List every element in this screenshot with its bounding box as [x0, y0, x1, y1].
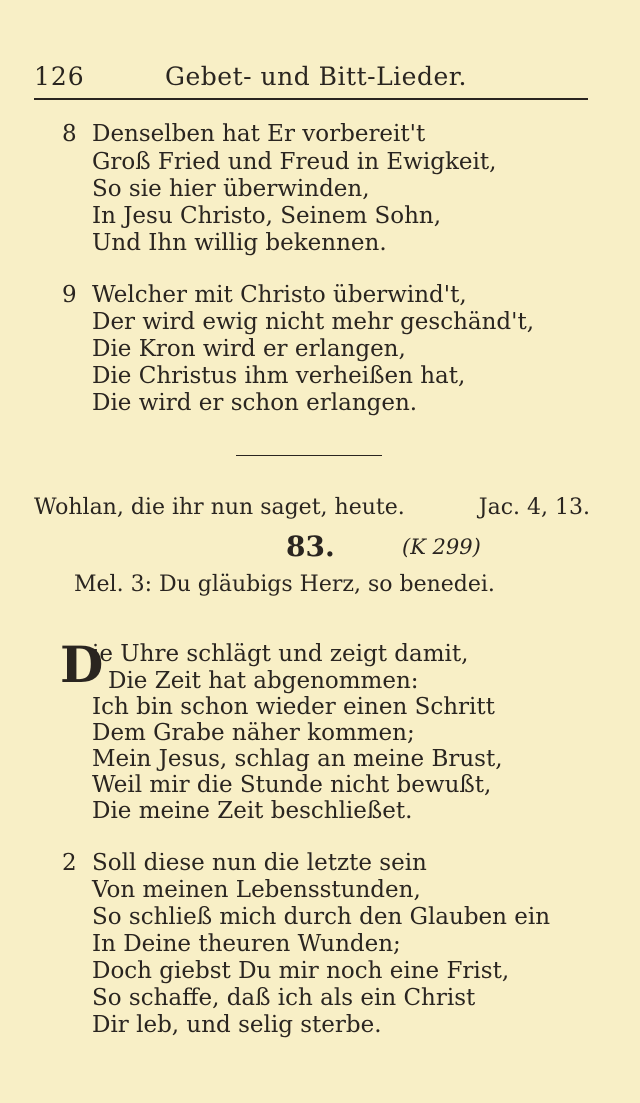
section-divider	[236, 455, 382, 456]
verse-line: Dem Grabe näher kommen;	[92, 720, 415, 746]
motto-text: Wohlan, die ihr nun saget, heute.	[34, 495, 405, 520]
running-header-title: Gebet- und Bitt-Lieder.	[165, 62, 467, 91]
verse-line: So sie hier überwinden,	[92, 176, 370, 202]
verse-line: In Jesu Christo, Seinem Sohn,	[92, 203, 442, 229]
drop-cap: D	[60, 635, 104, 694]
verse-line: Groß Fried und Freud in Ewigkeit,	[92, 149, 497, 175]
verse-line: Soll diese nun die letzte sein	[92, 850, 427, 876]
motto-line	[34, 495, 590, 521]
verse-line: So schließ mich durch den Glauben ein	[92, 904, 551, 930]
page-number: 126	[34, 62, 85, 91]
verse-line: Der wird ewig nicht mehr geschänd't,	[92, 309, 535, 335]
header-rule	[34, 98, 588, 100]
verse-line: Und Ihn willig bekennen.	[92, 230, 387, 256]
motto-reference: Jac. 4, 13.	[478, 495, 590, 520]
verse-line: Weil mir die Stunde nicht bewußt,	[92, 772, 492, 798]
hymn-number: 83.	[286, 530, 335, 563]
verse-line: So schaffe, daß ich als ein Christ	[92, 985, 476, 1011]
verse-line: Die Kron wird er erlangen,	[92, 336, 406, 362]
verse-line: ie Uhre schlägt und zeigt damit,	[92, 641, 469, 667]
verse-line: Die Zeit hat abgenommen:	[108, 668, 419, 694]
hymn-cross-reference: (K 299)	[402, 535, 481, 559]
verse-line: Doch giebst Du mir noch eine Frist,	[92, 958, 510, 984]
verse-line: Von meinen Lebensstunden,	[92, 877, 421, 903]
verse-line: Welcher mit Christo überwind't,	[92, 282, 467, 308]
verse-line: In Deine theuren Wunden;	[92, 931, 401, 957]
melody-line: Mel. 3: Du gläubigs Herz, so benedei.	[74, 572, 495, 597]
verse-line: Ich bin schon wieder einen Schritt	[92, 694, 495, 720]
verse-number: 9	[62, 282, 77, 308]
verse-line: Mein Jesus, schlag an meine Brust,	[92, 746, 503, 772]
verse-line: Die Christus ihm verheißen hat,	[92, 363, 466, 389]
verse-line: Die meine Zeit beschließet.	[92, 798, 413, 824]
verse-line: Die wird er schon erlangen.	[92, 390, 418, 416]
verse-line: Dir leb, und selig sterbe.	[92, 1012, 382, 1038]
verse-line: Denselben hat Er vorbereit't	[92, 121, 426, 147]
verse-number: 2	[62, 850, 77, 876]
verse-number: 8	[62, 121, 77, 147]
